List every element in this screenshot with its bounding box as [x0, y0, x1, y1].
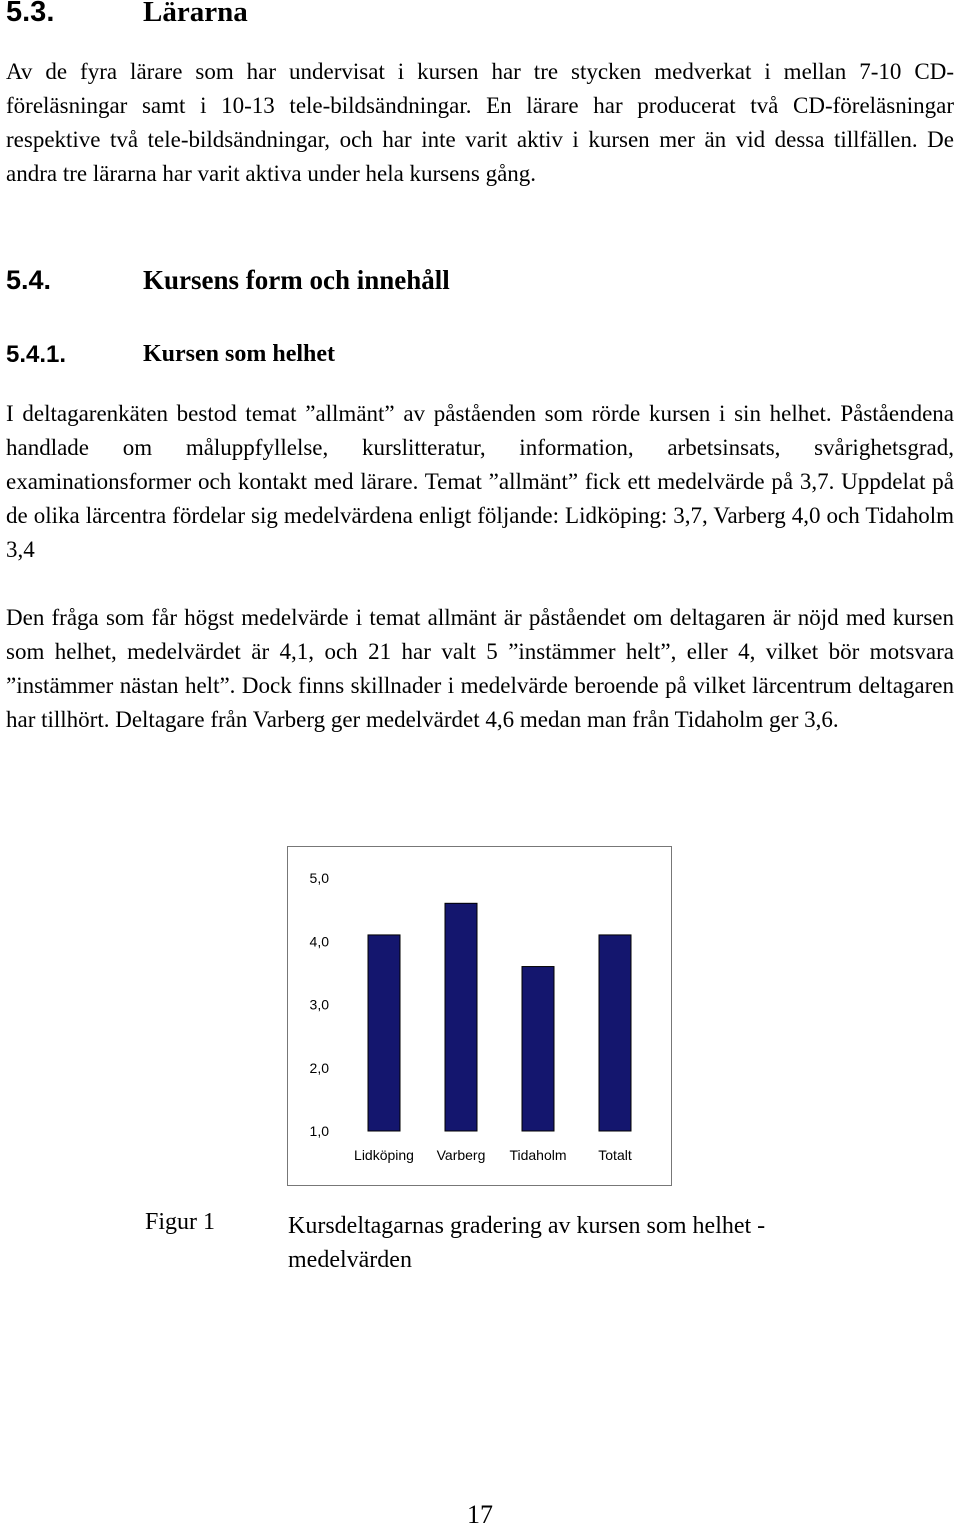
paragraph-deltagarenkaten: I deltagarenkäten bestod temat ”allmänt” av påståenden som rörde kursen i sin helhet. Påståendena handlade om måluppfyllelse, kurslitteratur, information, arbetsinsats, svårighetsgrad, examinationsformer och kontakt med lärare. Temat ”allmänt” fick ett medelvärde på 3,7. Uppdelat på de olika lärcentra fördelar sig medelvärdena enligt följande: Lidköping: 3,7, Varberg 4,0 och Tidaholm 3,4 — [6, 401, 954, 562]
y-tick-label: 4,0 — [309, 933, 329, 950]
section-number-5-4-1: 5.4.1. — [6, 341, 67, 368]
y-tick-label: 3,0 — [309, 996, 329, 1013]
x-category-label: Varberg — [436, 1147, 486, 1163]
section-title-kursens-form: Kursens form och innehåll — [143, 265, 450, 295]
x-category-label: Lidköping — [354, 1147, 414, 1163]
figure-caption: Kursdeltagarnas gradering av kursen som helhet - medelvärden — [288, 1213, 766, 1273]
y-tick-label: 5,0 — [309, 870, 329, 886]
figure-label: Figur 1 — [145, 1209, 216, 1235]
y-tick-label: 2,0 — [309, 1059, 329, 1076]
bar-chart-svg — [288, 847, 673, 1187]
bar-tidaholm — [522, 967, 554, 1131]
section-number-5-4: 5.4. — [6, 265, 52, 295]
y-tick-label: 1,0 — [309, 1123, 329, 1139]
bar-varberg — [445, 903, 477, 1131]
section-title-kursen-som-helhet: Kursen som helhet — [143, 341, 335, 367]
page-number: 17 — [467, 1500, 493, 1529]
bar-chart — [287, 846, 672, 1186]
bar-lidköping — [368, 935, 400, 1131]
bar-totalt — [599, 935, 631, 1131]
paragraph-hogst-medelvarde: Den fråga som får högst medelvärde i temat allmänt är påståendet om deltagaren är nöjd med kursen som helhet, medelvärdet är 4,1, och 21 har valt 5 ”instämmer helt”, eller 4, vilket bör motsvara ”instämmer nästan helt”. Dock finns skillnader i medelvärde beroende på vilket lärcentrum deltagaren har tillhört. Deltagare från Varberg ger medelvärdet 4,6 medan man från Tidaholm ger 3,6. — [6, 605, 954, 732]
x-category-label: Tidaholm — [509, 1147, 567, 1163]
section-number-5-3: 5.3. — [6, 0, 55, 28]
paragraph-larerna: Av de fyra lärare som har undervisat i kursen har tre stycken medverkat i mellan 7-10 CD-föreläsningar samt i 10-13 tele-bildsändningar. En lärare har producerat två CD-föreläsningar respektive två tele-bildsändningar, och har inte varit aktiv i kursen mer än vid dessa tillfällen. De andra tre lärarna har varit aktiva under hela kursens gång. — [6, 59, 954, 186]
x-category-label: Totalt — [598, 1147, 632, 1163]
section-title-larerna: Lärarna — [143, 0, 248, 28]
